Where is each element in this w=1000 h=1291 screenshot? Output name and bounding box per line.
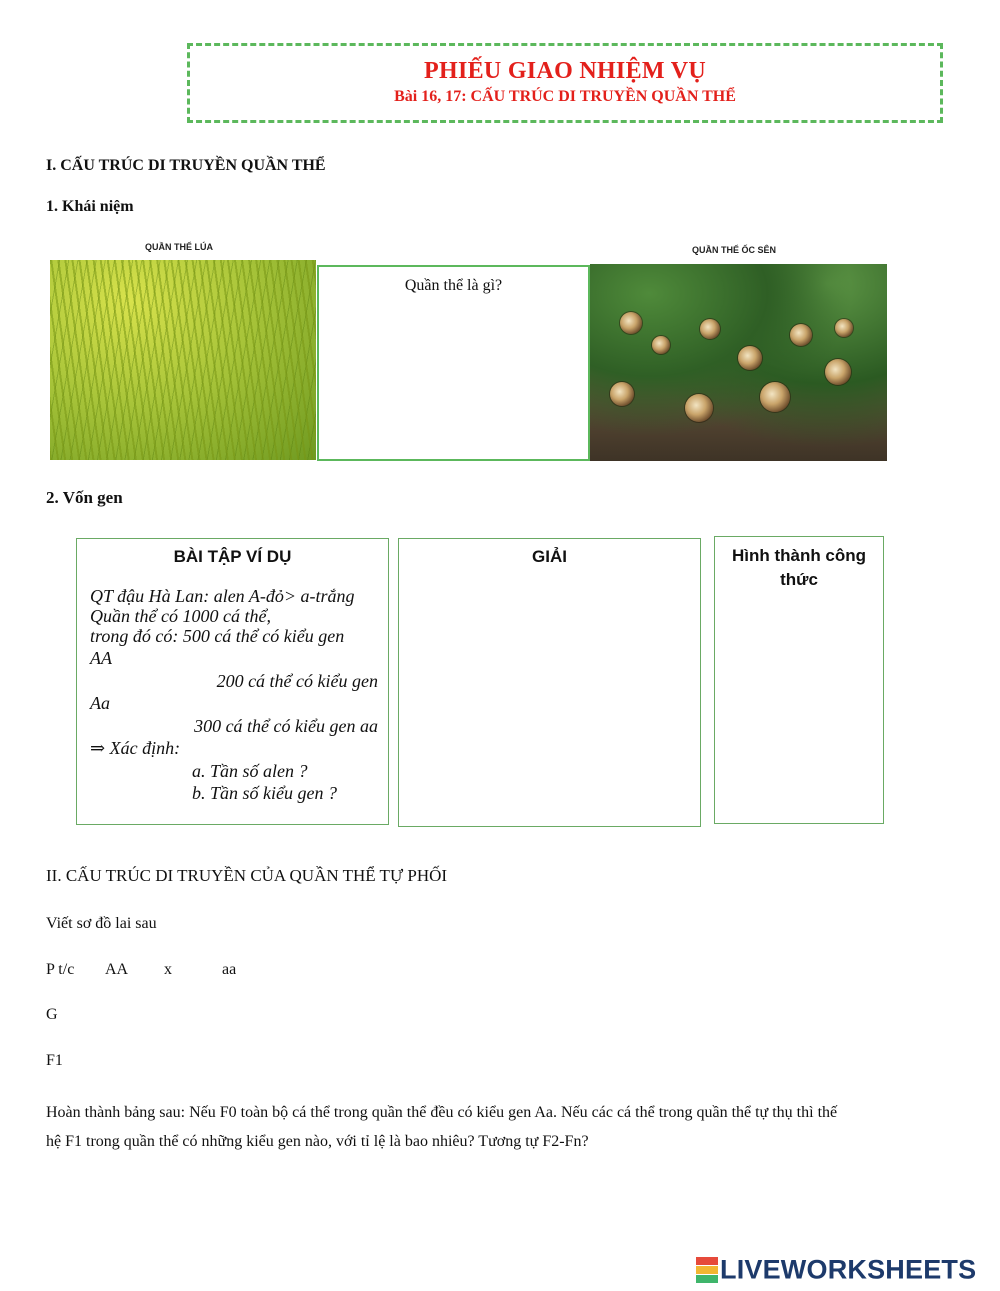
p-genotype-AA: AA xyxy=(105,961,129,978)
header-box xyxy=(187,43,943,123)
logo-blocks-icon xyxy=(696,1257,718,1283)
formula-box[interactable] xyxy=(714,536,884,824)
example-text xyxy=(90,585,378,805)
example-line: Aa xyxy=(90,693,110,713)
section2-paragraph xyxy=(46,1098,966,1156)
solution-heading: GIẢI xyxy=(532,547,567,566)
snail-shell xyxy=(700,319,720,339)
photo-caption-snail: QUẦN THỂ ỐC SÊN xyxy=(692,245,777,255)
snail-shell xyxy=(620,312,642,334)
p-genotype-aa: aa xyxy=(222,961,237,978)
example-box xyxy=(76,538,389,825)
example-line: 200 cá thể có kiểu gen xyxy=(216,670,378,691)
snail-shell xyxy=(610,382,634,406)
solution-box[interactable] xyxy=(398,538,701,827)
snail-shell xyxy=(835,319,853,337)
section2-title: II. CẤU TRÚC DI TRUYỀN CỦA QUẦN THỂ TỰ PHỐI xyxy=(46,866,448,885)
example-line: 300 cá thể có kiểu gen aa xyxy=(194,715,378,736)
snail-population-image xyxy=(590,264,887,461)
example-line: QT đậu Hà Lan: alen A-đỏ> a-trắng xyxy=(90,586,355,606)
rice-field-image xyxy=(50,260,316,460)
paragraph-line: hệ F1 trong quần thể có những kiểu gen nào, với tỉ lệ là bao nhiêu? Tương tự F2-Fn? xyxy=(46,1133,589,1150)
question-text: Quần thể là gì? xyxy=(404,277,503,294)
p-cross-sign: x xyxy=(164,961,172,978)
liveworksheets-logo xyxy=(696,1253,976,1285)
formula-heading-line: thức xyxy=(780,570,818,589)
section1-sub1: 1. Khái niệm xyxy=(46,198,134,215)
snail-shell xyxy=(790,324,812,346)
example-line: trong đó có: 500 cá thể có kiểu gen xyxy=(90,625,345,646)
snail-shell xyxy=(760,382,790,412)
example-heading: BÀI TẬP VÍ DỤ xyxy=(173,547,292,566)
example-line: b. Tần số kiểu gen ? xyxy=(192,783,337,803)
section1-sub2: 2. Vốn gen xyxy=(46,488,123,507)
page-subtitle: Bài 16, 17: CẤU TRÚC DI TRUYỀN QUẦN THỂ xyxy=(394,88,736,105)
paragraph-line: Hoàn thành bảng sau: Nếu F0 toàn bộ cá thể trong quần thể đều có kiểu gen Aa. Nếu các cá thể trong quần thể tự thụ thì thế xyxy=(46,1104,838,1121)
photo-caption-rice: QUẦN THỂ LÚA xyxy=(145,242,213,252)
page-title: PHIẾU GIAO NHIỆM VỤ xyxy=(424,58,706,84)
g-label: G xyxy=(46,1006,58,1023)
p-label: P t/c xyxy=(46,961,75,978)
snail-shell xyxy=(685,394,713,422)
example-line: ⇒ Xác định: xyxy=(90,738,181,758)
f1-label: F1 xyxy=(46,1052,63,1069)
example-line: a. Tần số alen ? xyxy=(192,760,308,781)
snail-shell xyxy=(825,359,851,385)
section2-line1: Viết sơ đồ lai sau xyxy=(46,915,157,932)
logo-text: LIVEWORKSHEETS xyxy=(720,1254,977,1285)
question-box[interactable] xyxy=(317,265,590,461)
example-line: AA xyxy=(90,648,112,668)
snail-shell xyxy=(738,346,762,370)
snail-shell xyxy=(652,336,670,354)
example-line: Quần thể có 1000 cá thể, xyxy=(90,605,271,626)
formula-heading xyxy=(715,544,883,592)
formula-heading-line: Hình thành công xyxy=(731,546,867,565)
section1-title: I. CẤU TRÚC DI TRUYỀN QUẦN THỂ xyxy=(46,157,326,174)
